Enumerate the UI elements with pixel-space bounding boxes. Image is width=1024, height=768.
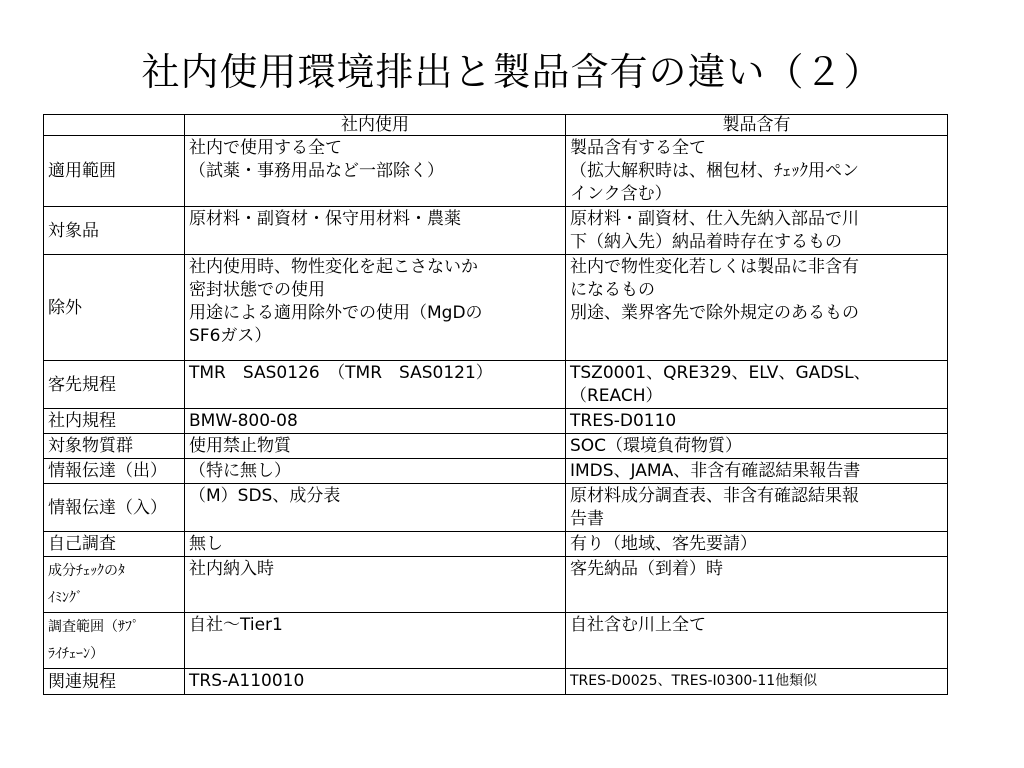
cell-text-line: 告書 — [570, 509, 604, 529]
header-corner — [44, 115, 185, 136]
cell-text-line: になるもの — [570, 280, 655, 300]
cell-text-line: 別途、業界客先で除外規定のあるもの — [570, 303, 859, 323]
table-row — [44, 669, 948, 695]
product-content-cell — [566, 484, 948, 532]
internal-use-cell — [185, 255, 566, 361]
table-row — [44, 136, 948, 207]
internal-use-cell — [185, 361, 566, 409]
cell-text-line: 対象品 — [48, 220, 99, 241]
cell-text-line: 無し — [189, 534, 223, 554]
cell-text-line: SOC（環境負荷物質） — [570, 436, 743, 456]
product-content-cell — [566, 532, 948, 557]
table-row — [44, 361, 948, 409]
cell-text-line: 原材料成分調査表、非含有確認結果報 — [570, 486, 859, 506]
row-label — [44, 434, 185, 459]
internal-use-cell — [185, 434, 566, 459]
product-content-cell — [566, 255, 948, 361]
cell-text-line: 客先規程 — [48, 374, 116, 395]
product-content-cell — [566, 136, 948, 207]
row-label — [44, 361, 185, 409]
cell-text-line: 自社～Tier1 — [189, 615, 283, 635]
cell-text-line: 原材料・副資材・保守用材料・農薬 — [189, 209, 461, 229]
cell-text-line: SF6ガス） — [189, 326, 272, 346]
page-title: 社内使用環境排出と製品含有の違い（２） — [141, 50, 883, 94]
table-row — [44, 557, 948, 613]
cell-text-line: 社内で物性変化若しくは製品に非含有 — [570, 257, 859, 277]
table-row — [44, 613, 948, 669]
cell-text-line: ｲﾐﾝｸﾞ — [48, 590, 83, 606]
cell-text-line: BMW-800-08 — [189, 411, 298, 431]
row-label — [44, 532, 185, 557]
row-label — [44, 255, 185, 361]
cell-text-line: 用途による適用除外での使用（MgDの — [189, 303, 483, 323]
cell-text-line: （特に無し） — [189, 461, 291, 481]
product-content-cell — [566, 361, 948, 409]
cell-text-line: TSZ0001、QRE329、ELV、GADSL、 — [570, 363, 871, 383]
cell-text-line: インク含む） — [570, 184, 672, 204]
cell-text-line: TRES-D0025、TRES-I0300-11他類似 — [570, 673, 818, 689]
table-header-row — [44, 115, 948, 136]
internal-use-cell — [185, 613, 566, 669]
table-row — [44, 207, 948, 255]
table-row — [44, 532, 948, 557]
internal-use-cell — [185, 409, 566, 434]
cell-text-line: 情報伝達（入） — [48, 497, 167, 518]
header-product-content: 製品含有 — [566, 115, 948, 136]
cell-text-line: 有り（地域、客先要請） — [570, 534, 757, 554]
product-content-cell — [566, 669, 948, 695]
cell-text-line: 対象物質群 — [48, 436, 133, 456]
cell-text-line: 社内で使用する全て — [189, 138, 342, 158]
cell-text-line: 原材料・副資材、仕入先納入部品で川 — [570, 209, 859, 229]
header-internal-use: 社内使用 — [185, 115, 566, 136]
cell-text-line: （拡大解釈時は、梱包材、ﾁｪｯｸ用ペン — [570, 161, 859, 181]
cell-text-line: 客先納品（到着）時 — [570, 559, 723, 579]
cell-text-line: 密封状態での使用 — [189, 280, 325, 300]
internal-use-cell — [185, 557, 566, 613]
product-content-cell — [566, 459, 948, 484]
table-row — [44, 255, 948, 361]
cell-text-line: 調査範囲（ｻﾌﾟ — [48, 619, 139, 635]
cell-text-line: 除外 — [48, 297, 82, 318]
table-row — [44, 484, 948, 532]
table-row — [44, 434, 948, 459]
internal-use-cell — [185, 207, 566, 255]
cell-text-line: 情報伝達（出） — [48, 461, 167, 481]
cell-text-line: 適用範囲 — [48, 161, 116, 181]
internal-use-cell — [185, 669, 566, 695]
cell-text-line: 製品含有する全て — [570, 138, 706, 158]
internal-use-cell — [185, 459, 566, 484]
internal-use-cell — [185, 484, 566, 532]
cell-text-line: （試薬・事務用品など一部除く） — [189, 161, 444, 181]
product-content-cell — [566, 409, 948, 434]
row-label — [44, 484, 185, 532]
cell-text-line: TRES-D0110 — [570, 411, 677, 431]
comparison-table — [43, 114, 948, 695]
cell-text-line: TRS-A110010 — [189, 671, 305, 691]
row-label — [44, 207, 185, 255]
row-label — [44, 613, 185, 669]
internal-use-cell — [185, 532, 566, 557]
product-content-cell — [566, 613, 948, 669]
row-label — [44, 409, 185, 434]
internal-use-cell — [185, 136, 566, 207]
row-label — [44, 136, 185, 207]
cell-text-line: （REACH） — [570, 386, 663, 406]
cell-text-line: TMR SAS0126 （TMR SAS0121） — [189, 363, 493, 383]
cell-text-line: 使用禁止物質 — [189, 436, 291, 456]
product-content-cell — [566, 434, 948, 459]
row-label — [44, 669, 185, 695]
product-content-cell — [566, 207, 948, 255]
row-label — [44, 459, 185, 484]
cell-text-line: 社内使用時、物性変化を起こさないか — [189, 257, 478, 277]
cell-text-line: 社内納入時 — [189, 559, 274, 579]
product-content-cell — [566, 557, 948, 613]
cell-text-line: IMDS、JAMA、非含有確認結果報告書 — [570, 461, 861, 481]
cell-text-line: 社内規程 — [48, 411, 116, 431]
row-label — [44, 557, 185, 613]
table-row — [44, 409, 948, 434]
cell-text-line: 下（納入先）納品着時存在するもの — [570, 232, 842, 252]
cell-text-line: 自社含む川上全て — [570, 615, 706, 635]
cell-text-line: ﾗｲﾁｪｰﾝ） — [48, 646, 104, 662]
cell-text-line: 関連規程 — [48, 671, 116, 692]
cell-text-line: （M）SDS、成分表 — [189, 486, 341, 506]
cell-text-line: 自己調査 — [48, 534, 116, 554]
table-row — [44, 459, 948, 484]
cell-text-line: 成分ﾁｪｯｸのﾀ — [48, 563, 125, 579]
